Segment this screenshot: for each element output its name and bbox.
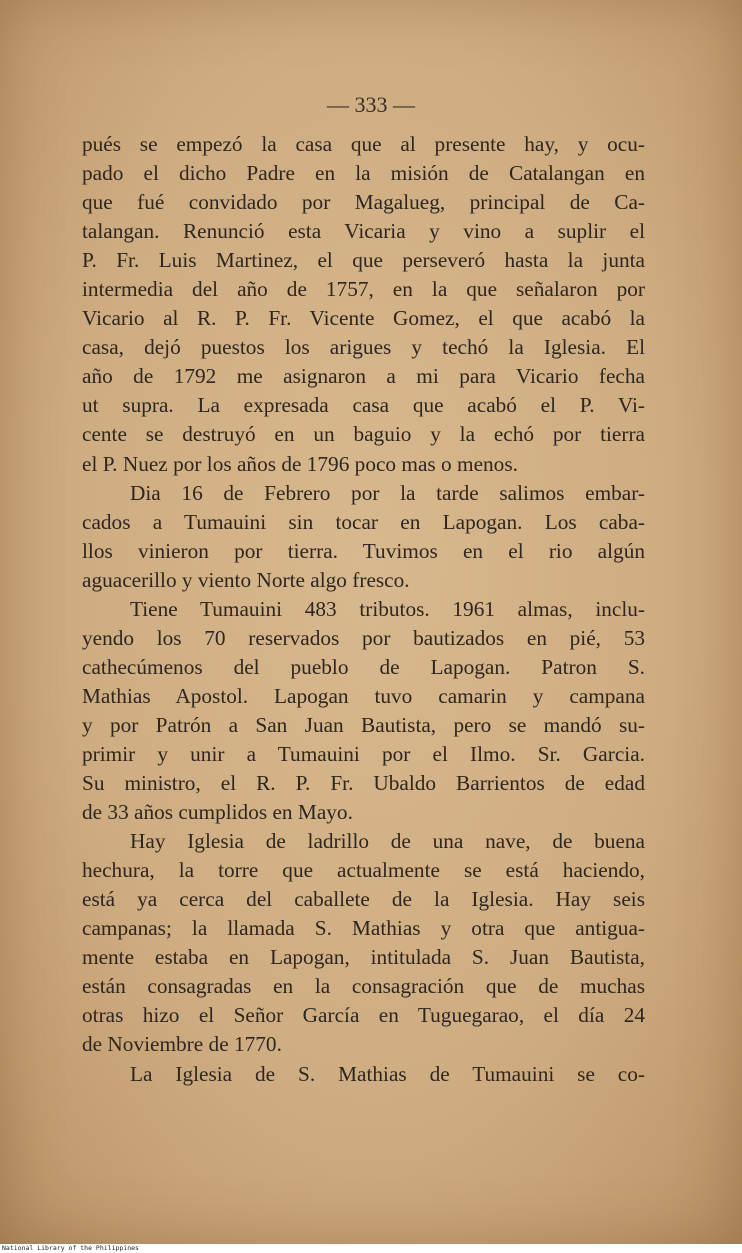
paragraph (82, 595, 645, 827)
body-text (82, 130, 645, 1089)
paragraph (82, 130, 645, 479)
library-attribution: National Library of the Philippines (2, 1244, 139, 1252)
text-line: aguacerillo y viento Norte algo fresco. (82, 567, 410, 592)
text-line: pués se empezó la casa que al presente hay, y ocu- (82, 132, 645, 156)
text-line: cados a Tumauini sin tocar en Lapogan. Los caba- (82, 509, 645, 534)
text-line: Dia 16 de Febrero por la tarde salimos embar- (130, 480, 645, 505)
text-line: hechura, la torre que actualmente se está haciendo, (82, 858, 645, 883)
paragraph (82, 479, 645, 595)
text-line: de Noviembre de 1770. (82, 1032, 282, 1057)
text-line: llos vinieron por tierra. Tuvimos en el rio algún (82, 538, 645, 563)
text-line: La Iglesia de S. Mathias de Tumauini se co- (130, 1061, 645, 1086)
text-line: yendo los 70 reservados por bautizados en pié, 53 (82, 625, 645, 650)
text-line: intermedia del año de 1757, en la que señalaron por (82, 277, 645, 302)
paragraph (82, 827, 645, 1059)
text-line: talangan. Renunció esta Vicaria y vino a suplir el (82, 219, 645, 244)
text-line: cathecúmenos del pueblo de Lapogan. Patron S. (82, 654, 645, 679)
text-line: de 33 años cumplidos en Mayo. (82, 800, 353, 825)
paragraph (82, 1060, 645, 1089)
text-line: pado el dicho Padre en la misión de Catalangan en (82, 161, 645, 186)
text-line: P. Fr. Luis Martinez, el que perseveró hasta la junta (82, 248, 645, 273)
text-line: campanas; la llamada S. Mathias y otra que antigua- (82, 916, 645, 941)
text-line: el P. Nuez por los años de 1796 poco mas o menos. (82, 451, 518, 476)
page-number: — 333 — (327, 92, 415, 117)
text-line: Su ministro, el R. P. Fr. Ubaldo Barrientos de edad (82, 771, 645, 796)
text-line: primir y unir a Tumauini por el Ilmo. Sr. Garcia. (82, 741, 645, 766)
text-line: que fué convidado por Magalueg, principal de Ca- (82, 190, 645, 215)
text-line: otras hizo el Señor García en Tuguegarao, el día 24 (82, 1003, 645, 1028)
text-line: Hay Iglesia de ladrillo de una nave, de buena (130, 829, 645, 854)
text-line: Tiene Tumauini 483 tributos. 1961 almas, inclu- (130, 596, 645, 621)
text-line: mente estaba en Lapogan, intitulada S. Juan Bautista, (82, 945, 645, 970)
text-line: año de 1792 me asignaron a mi para Vicario fecha (82, 364, 645, 389)
text-line: y por Patrón a San Juan Bautista, pero se mandó su- (82, 712, 645, 737)
text-line: Mathias Apostol. Lapogan tuvo camarin y campana (82, 683, 645, 708)
text-line: casa, dejó puestos los arigues y techó la Iglesia. El (82, 335, 645, 360)
text-line: Vicario al R. P. Fr. Vicente Gomez, el que acabó la (82, 306, 645, 331)
text-line: está ya cerca del caballete de la Iglesia. Hay seis (82, 887, 645, 912)
text-line: ut supra. La expresada casa que acabó el P. Vi- (82, 393, 645, 418)
text-line: están consagradas en la consagración que de muchas (82, 974, 645, 999)
text-line: cente se destruyó en un baguio y la echó por tierra (82, 422, 645, 447)
